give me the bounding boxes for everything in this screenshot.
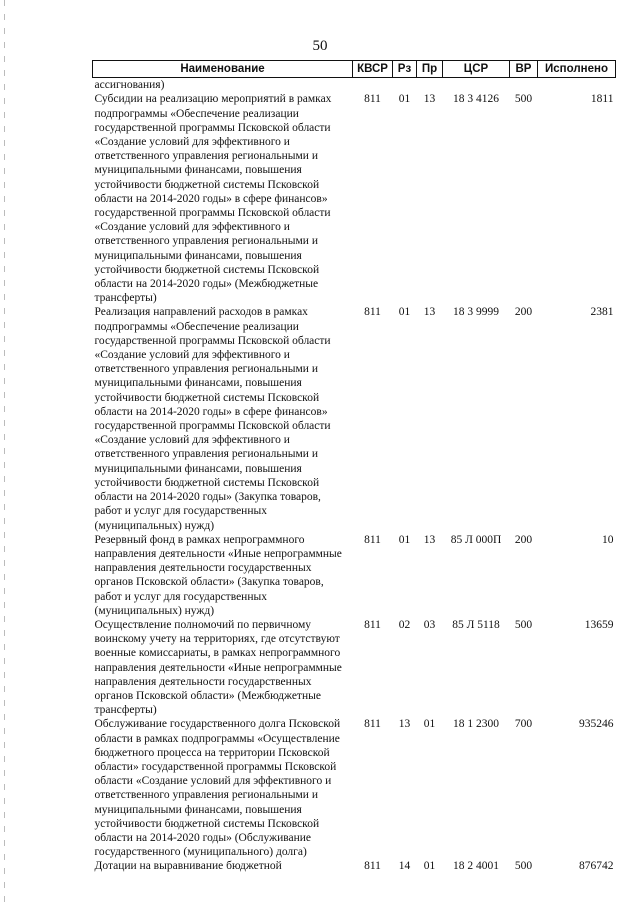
header-rz: Рз	[393, 61, 417, 78]
row-csr: 18 2 4001	[453, 860, 499, 873]
header-vr: ВР	[510, 61, 538, 78]
row-name: Обслуживание государственного долга Псковской области в рамках подпрограммы «Осуществление бюджетного процесса на территории Псковской области» государственной программы Псковской области «Создание условий для эффективного и ответственного управления региональными и муниципальными финансами, повышения устойчивости бюджетной системы Псковской области на 2014-2020 годы» (Обслуживание государственного (муниципального) долга)	[94, 718, 341, 859]
row-csr: 18 3 4126	[453, 93, 499, 106]
row-pr: 13	[423, 93, 436, 106]
table-row	[93, 717, 616, 859]
row-pr: 01	[423, 860, 436, 873]
row-name: Осуществление полномочий по первичному воинскому учету на территориях, где отсутствуют военные комиссариаты, в рамках непрограммного направления деятельности «Иные непрограммные направления деятельности государственных органов Псковской области» (Межбюджетные трансферты)	[94, 618, 342, 717]
row-vr: 500	[514, 618, 533, 631]
header-kvsr: КВСР	[353, 61, 393, 78]
row-csr: 18 1 2300	[453, 718, 499, 731]
row-done: 1811	[590, 93, 614, 106]
continuation-row	[93, 78, 616, 93]
table-row	[93, 859, 616, 873]
table-row	[93, 92, 616, 305]
row-csr: 18 3 9999	[453, 306, 499, 319]
continuation-text: ассигнования)	[94, 79, 165, 92]
table-row	[93, 618, 616, 717]
header-done: Исполнено	[538, 61, 616, 78]
row-done: 876742	[579, 860, 614, 873]
row-kvsr: 811	[364, 93, 381, 106]
row-vr: 200	[514, 533, 533, 546]
row-pr: 13	[423, 533, 436, 546]
row-kvsr: 811	[364, 306, 381, 319]
row-done: 935246	[579, 718, 614, 731]
header-name: Наименование	[93, 61, 353, 78]
row-rz: 02	[398, 618, 411, 631]
row-name: Резервный фонд в рамках непрограммного направления деятельности «Иные непрограммные направления деятельности государственных органов Псковской области» (Закупка товаров, работ и услуг для государственных (муниципальных) нужд)	[94, 533, 342, 617]
row-rz: 01	[398, 306, 411, 319]
row-vr: 500	[514, 93, 533, 106]
row-done: 13659	[584, 618, 614, 631]
row-vr: 200	[514, 306, 533, 319]
row-rz: 14	[398, 860, 411, 873]
row-kvsr: 811	[364, 533, 381, 546]
row-pr: 01	[423, 718, 436, 731]
row-csr: 85 Л 000П	[450, 533, 502, 546]
row-pr: 13	[423, 306, 436, 319]
row-csr: 85 Л 5118	[452, 618, 500, 631]
row-rz: 01	[398, 533, 411, 546]
table-row	[93, 305, 616, 532]
row-name: Реализация направлений расходов в рамках подпрограммы «Обеспечение реализации государственной программы Псковской области «Создание условий для эффективного и ответственного управления региональными и муниципальными финансами, повышения устойчивости бюджетной системы Псковской области на 2014-2020 годы» в сфере финансов» государственной программы Псковской области «Создание условий для эффективного и ответственного управления региональными и муниципальными финансами, повышения устойчивости бюджетной системы Псковской области на 2014-2020 годы» (Закупка товаров, работ и услуг для государственных (муниципальных) нужд)	[94, 306, 331, 532]
header-csr: ЦСР	[443, 61, 510, 78]
row-name: Субсидии на реализацию мероприятий в рамках подпрограммы «Обеспечение реализации государственной программы Псковской области «Создание условий для эффективного и ответственного управления региональными и муниципальными финансами, повышения устойчивости бюджетной системы Псковской области на 2014-2020 годы» в сфере финансов» государственной программы Псковской области «Создание условий для эффективного и ответственного управления региональными и муниципальными финансами, повышения устойчивости бюджетной системы Псковской области на 2014-2020 годы» (Межбюджетные трансферты)	[94, 93, 332, 305]
scan-edge	[4, 0, 5, 905]
budget-table	[92, 60, 616, 874]
row-rz: 01	[398, 93, 411, 106]
row-rz: 13	[398, 718, 411, 731]
page-number: 50	[312, 38, 328, 54]
table-row	[93, 533, 616, 618]
row-done: 2381	[590, 306, 614, 319]
row-done: 10	[602, 533, 614, 546]
row-kvsr: 811	[364, 618, 381, 631]
row-name: Дотации на выравнивание бюджетной	[94, 860, 282, 873]
row-kvsr: 811	[364, 860, 381, 873]
table-header-row	[93, 61, 616, 78]
row-pr: 03	[423, 618, 436, 631]
header-pr: Пр	[417, 61, 443, 78]
row-vr: 500	[514, 860, 533, 873]
row-kvsr: 811	[364, 718, 381, 731]
row-vr: 700	[514, 718, 533, 731]
